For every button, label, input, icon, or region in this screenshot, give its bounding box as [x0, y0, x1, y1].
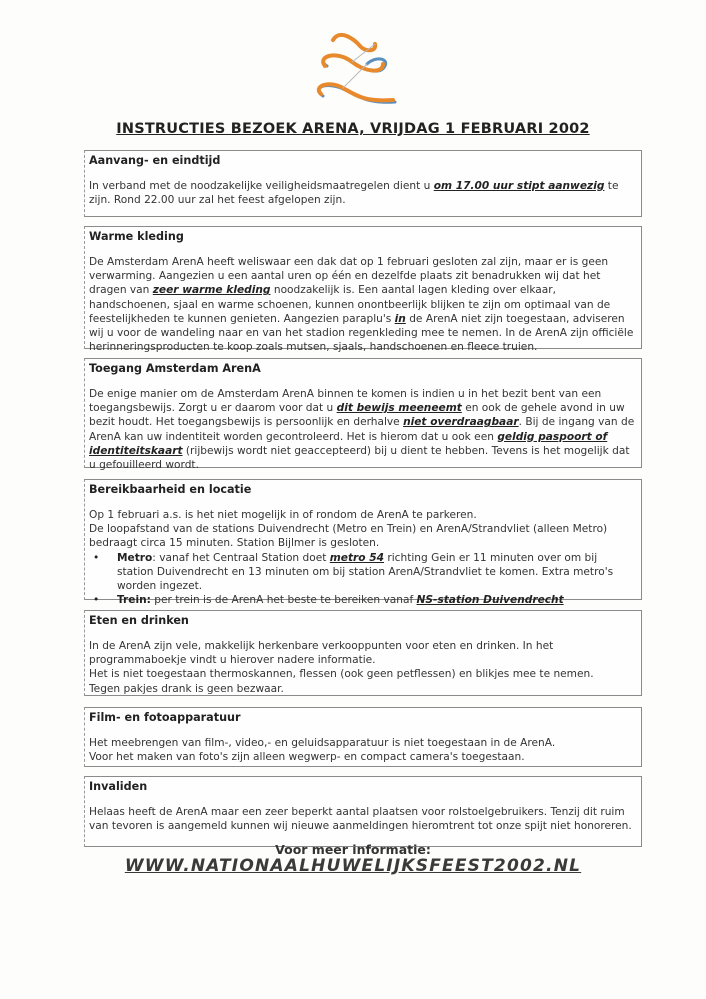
section-text: Op 1 februari a.s. is het niet mogelijk in of rondom de ArenA te parkeren. — [89, 509, 477, 521]
section-heading: Eten en drinken — [89, 614, 189, 627]
section-text: In verband met de noodzakelijke veiligheidsmaatregelen dient u om 17.00 uur stipt aanwezig te zijn. Rond 22.00 uur zal het feest afgelopen zijn. — [89, 180, 619, 207]
section-warme-kleding — [84, 226, 642, 354]
footer-label: Voor meer informatie: — [275, 842, 431, 857]
section-film-foto — [84, 707, 642, 767]
section-text: Het meebrengen van film-, video,- en geluidsapparatuur is niet toegestaan in de ArenA. — [89, 737, 556, 749]
section-text: De loopafstand van de stations Duivendrecht (Metro en Trein) en ArenA/Strandvliet (alleen Metro) bedraagt circa 15 minuten. Station Bijlmer is gesloten. — [89, 523, 608, 550]
list-item-metro: • Metro: vanaf het Centraal Station doet metro 54 richting Gein er 11 minuten over om bij station Duivendrecht en 13 minuten om bij station ArenA/Strandvliet te komen. Extra metro's worden ingezet. — [89, 551, 635, 594]
transport-list — [89, 551, 635, 608]
section-eten-drinken — [84, 610, 642, 696]
section-toegang — [84, 358, 642, 472]
section-text: Tegen pakjes drank is geen bezwaar. — [89, 682, 284, 695]
section-invaliden — [84, 776, 642, 847]
list-item-trein: • Trein: per trein is de ArenA het beste te bereiken vanaf NS-station Duivendrecht — [89, 593, 635, 607]
section-heading: Invaliden — [89, 780, 148, 793]
section-heading: Warme kleding — [89, 230, 184, 243]
section-heading: Toegang Amsterdam ArenA — [89, 362, 261, 375]
section-bereikbaarheid — [84, 479, 642, 607]
section-text: In de ArenA zijn vele, makkelijk herkenbare verkooppunten voor eten en drinken. In het programmaboekje vindt u hierover nadere informatie. — [89, 640, 554, 667]
section-aanvang — [84, 150, 642, 217]
section-heading: Bereikbaarheid en locatie — [89, 483, 252, 496]
section-text: De enige manier om de Amsterdam ArenA binnen te komen is indien u in het bezit bent van een toegangsbewijs. Zorgt u er daarom voor dat u dit bewijs meeneemt en ook de gehele avond in uw bezit houdt. Het toegangsbewijs is persoonlijk en derhalve niet overdraagbaar. Bij de ingang van de ArenA kan uw indentiteit worden gecontroleerd. Het is hierom dat u ook een geldig paspoort of identiteitskaart (rijbewijs wordt niet geaccepteerd) bij u dient te hebben. Tevens is het mogelijk dat u gefouilleerd wordt. — [89, 388, 635, 472]
ribbon-swirl-logo-icon — [305, 18, 415, 108]
section-text: Voor het maken van foto's zijn alleen wegwerp- en compact camera's toegestaan. — [89, 751, 525, 764]
section-text: Het is niet toegestaan thermoskannen, flessen (ook geen petflessen) en blikjes mee te nemen. — [89, 668, 594, 681]
section-heading: Aanvang- en eindtijd — [89, 154, 221, 167]
section-text: Helaas heeft de ArenA maar een zeer beperkt aantal plaatsen voor rolstoelgebruikers. Tenzij dit ruim van tevoren is aangemeld kunnen wij nieuwe aanmeldingen hieromtrent tot onze spijt niet honoreren. — [89, 806, 632, 833]
page-title: INSTRUCTIES BEZOEK ARENA, VRIJDAG 1 FEBRUARI 2002 — [116, 121, 590, 137]
website-link[interactable]: WWW.NATIONAALHUWELIJKSFEEST2002.NL — [124, 856, 582, 876]
section-text: De Amsterdam ArenA heeft weliswaar een dak dat op 1 februari gesloten zal zijn, maar er is geen verwarming. Aangezien u een aantal uren op één en dezelfde plaats zit benadrukken wij dat het dragen van zeer warme kleding noodzakelijk is. Een aantal lagen kleding over elkaar, handschoenen, sjaal en warme schoenen, kunnen onontbeerlijk blijken te zijn om optimaal van de feestelijkheden te kunnen genieten. Aangezien paraplu's in de ArenA niet zijn toegestaan, adviseren wij u voor de wandeling naar en van het stadion regenkleding mee te nemen. In de ArenA zijn officiële herinneringsproducten te koop zoals mutsen, sjaals, handschoenen en fleece truien. — [89, 256, 634, 354]
section-heading: Film- en fotoapparatuur — [89, 711, 241, 724]
